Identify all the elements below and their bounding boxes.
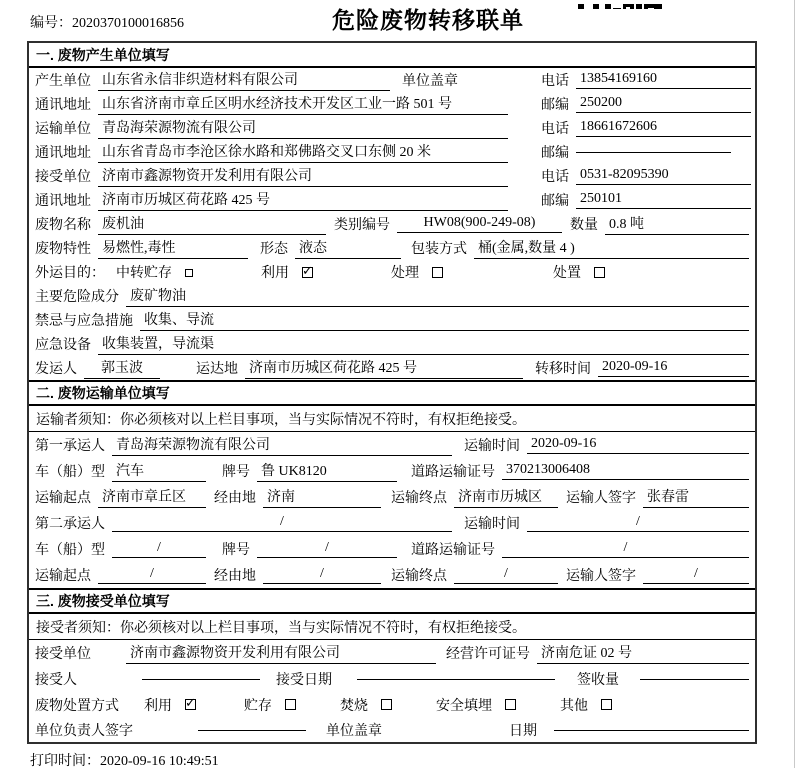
accept-date-value (357, 678, 555, 680)
waste-qty-value: 0.8 吨 (605, 213, 749, 235)
transporter-zip-group (541, 140, 731, 164)
disposal-utilize-checkbox (185, 699, 196, 710)
transfer-purpose-label: 外运目的： (35, 266, 105, 281)
waste-form-value: 液态 (295, 237, 401, 259)
transporter-phone-label: 电话 (541, 122, 569, 137)
section3-header: 三. 废物接受单位填写 (29, 588, 755, 614)
receiver-phone-group (541, 164, 751, 188)
operating-license-value: 济南危证 02 号 (537, 642, 749, 664)
transporter-phone-group (541, 116, 751, 140)
accept-unit-value: 济南市鑫源物资开发利用有限公司 (126, 642, 436, 664)
receiver-address-value: 济南市历城区荷花路 425 号 (98, 189, 508, 211)
print-time-value: 2020-09-16 10:49:51 (100, 754, 219, 768)
receiver-phone-label: 电话 (541, 170, 569, 185)
serial-label: 编号： (30, 16, 72, 31)
transfer-form-table (27, 41, 757, 744)
emergency-equipment-value: 收集装置，导流渠 (98, 333, 749, 355)
transporter-row (29, 116, 755, 140)
route1-sign-value: 张春雷 (643, 486, 749, 508)
receiver-address-label: 通讯地址 (35, 194, 91, 209)
section1-header: 一. 废物产生单位填写 (29, 43, 755, 68)
manager-sign-label: 单位负责人签字 (35, 723, 133, 739)
disposal-store-checkbox (285, 699, 296, 710)
waste-name-value: 废机油 (98, 213, 326, 235)
receiver-unit-value: 济南市鑫源物资开发利用有限公司 (98, 165, 508, 187)
carrier1-label: 第一承运人 (35, 439, 105, 454)
carrier2-row (29, 510, 755, 536)
route2-via-label: 经由地 (214, 569, 256, 584)
waste-name-label: 废物名称 (35, 218, 91, 233)
waste-qty-label: 数量 (570, 218, 598, 233)
vehicle1-type-value: 汽车 (112, 460, 206, 482)
accept-unit-row (29, 640, 755, 666)
operating-license-label: 经营许可证号 (446, 647, 530, 662)
route2-start-value: / (98, 566, 206, 584)
disposal-utilize-label: 利用 (144, 698, 172, 714)
shipper-label: 发运人 (35, 362, 77, 377)
vehicle2-type-label: 车（船）型 (35, 543, 105, 558)
destination-value: 济南市历城区荷花路 425 号 (245, 357, 523, 379)
disposal-other-checkbox (601, 699, 612, 710)
disposal-other-label: 其他 (560, 698, 588, 714)
waste-name-row (29, 212, 755, 236)
carrier1-value: 青岛海荣源物流有限公司 (112, 434, 452, 456)
receiver-zip-label: 邮编 (541, 194, 569, 209)
route2-sign-label: 运输人签字 (566, 569, 636, 584)
route1-end-value: 济南市历城区 (454, 486, 558, 508)
transporter-address-row (29, 140, 755, 164)
purpose-transit-checkbox (185, 269, 193, 277)
transporter-zip-label: 邮编 (541, 146, 569, 161)
route1-row (29, 484, 755, 510)
signed-qty-value (640, 678, 749, 680)
vehicle1-plate-value: 鲁 UK8120 (257, 460, 397, 482)
taboo-measures-value: 收集、导流 (140, 309, 749, 331)
receiver-phone-value: 0531-82095390 (576, 167, 751, 185)
print-time-label: 打印时间： (30, 754, 100, 768)
vehicle2-type-value: / (112, 540, 206, 558)
route1-end-label: 运输终点 (391, 491, 447, 506)
acceptor-value (142, 678, 260, 680)
transporter-value: 青岛海荣源物流有限公司 (98, 117, 508, 139)
transfer-time-label: 转移时间 (535, 362, 591, 377)
route1-via-value: 济南 (263, 486, 381, 508)
signed-qty-label: 签收量 (577, 673, 619, 688)
receiver-zip-group (541, 188, 751, 212)
route2-row (29, 562, 755, 588)
shipper-row (29, 356, 755, 380)
purpose-transit-label: 中转贮存 (116, 266, 172, 281)
disposal-method-label: 废物处置方式 (35, 698, 119, 714)
carrier2-time-value: / (527, 514, 749, 532)
packing-label: 包装方式 (411, 242, 467, 257)
route2-sign-value: / (643, 566, 749, 584)
vehicle2-plate-label: 牌号 (222, 543, 250, 558)
page-right-edge (794, 0, 795, 768)
producer-value: 山东省永信非织造材料有限公司 (98, 69, 390, 91)
seal-date-value (554, 729, 749, 731)
purpose-utilize-label: 利用 (261, 266, 289, 281)
carrier2-value: / (112, 514, 452, 532)
waste-form-label: 形态 (260, 242, 288, 257)
section2-header: 二. 废物运输单位填写 (29, 380, 755, 406)
route2-start-label: 运输起点 (35, 569, 91, 584)
route1-sign-label: 运输人签字 (566, 491, 636, 506)
producer-phone-label: 电话 (541, 74, 569, 89)
taboo-measures-label: 禁忌与应急措施 (35, 314, 133, 329)
emergency-equipment-label: 应急设备 (35, 338, 91, 353)
purpose-treat-checkbox (432, 267, 443, 278)
producer-zip-value: 250200 (576, 95, 751, 113)
seal-date-label: 日期 (509, 723, 537, 739)
acceptor-row (29, 666, 755, 692)
producer-seal-label: 单位盖章 (402, 74, 458, 89)
print-time-line (30, 750, 219, 768)
transfer-purpose-row (29, 260, 755, 284)
route1-via-label: 经由地 (214, 491, 256, 506)
route1-start-value: 济南市章丘区 (98, 486, 206, 508)
waste-category-label: 类别编号 (334, 218, 390, 233)
receiver-zip-value: 250101 (576, 191, 751, 209)
waste-character-value: 易燃性,毒性 (98, 237, 248, 259)
producer-phone-group (541, 68, 751, 92)
taboo-measures-row (29, 308, 755, 332)
route2-end-label: 运输终点 (391, 569, 447, 584)
receiver-unit-label: 接受单位 (35, 170, 91, 185)
receiver-unit-row (29, 164, 755, 188)
waste-category-value: HW08(900-249-08) (397, 215, 562, 233)
route2-via-value: / (263, 566, 381, 584)
purpose-treat-label: 处理 (391, 266, 419, 281)
disposal-landfill-checkbox (505, 699, 516, 710)
receiver-address-row (29, 188, 755, 212)
hazard-component-value: 废矿物油 (126, 285, 749, 307)
carrier1-row (29, 432, 755, 458)
hazard-component-row (29, 284, 755, 308)
destination-label: 运达地 (196, 362, 238, 377)
route1-start-label: 运输起点 (35, 491, 91, 506)
manager-sign-row (29, 717, 755, 742)
vehicle1-plate-label: 牌号 (222, 465, 250, 480)
manager-sign-value (198, 729, 306, 731)
transporter-zip-value (576, 151, 731, 153)
unit-seal-label: 单位盖章 (326, 723, 382, 739)
vehicle1-type-label: 车（船）型 (35, 465, 105, 480)
carrier1-time-value: 2020-09-16 (527, 436, 749, 454)
purpose-utilize-checkbox (302, 267, 313, 278)
transporter-address-value: 山东省青岛市李沧区徐水路和郑佛路交叉口东侧 20 米 (98, 141, 508, 163)
vehicle1-cert-value: 370213006408 (502, 462, 749, 480)
disposal-incinerate-checkbox (381, 699, 392, 710)
page-title: 危险废物转移联单 (332, 7, 524, 33)
disposal-store-label: 贮存 (244, 698, 272, 714)
hazard-component-label: 主要危险成分 (35, 290, 119, 305)
serial-number-line (30, 12, 184, 32)
vehicle1-row (29, 458, 755, 484)
acceptor-label: 接受人 (35, 673, 77, 688)
packing-value: 桶(金属,数量 4 ) (474, 237, 749, 259)
transporter-notice: 运输者须知：你必须核对以上栏目事项，当与实际情况不符时，有权拒绝接受。 (29, 406, 755, 432)
producer-address-row (29, 92, 755, 116)
carrier1-time-label: 运输时间 (464, 439, 520, 454)
transporter-phone-value: 18661672606 (576, 119, 751, 137)
accept-date-label: 接受日期 (276, 673, 332, 688)
vehicle2-cert-label: 道路运输证号 (411, 543, 495, 558)
vehicle1-cert-label: 道路运输证号 (411, 465, 495, 480)
qr-code-fragment-icon (578, 0, 664, 9)
vehicle2-plate-value: / (257, 540, 397, 558)
disposal-method-row (29, 692, 755, 717)
carrier2-time-label: 运输时间 (464, 517, 520, 532)
waste-character-row (29, 236, 755, 260)
emergency-equipment-row (29, 332, 755, 356)
producer-row (29, 68, 755, 92)
transporter-address-label: 通讯地址 (35, 146, 91, 161)
serial-value: 2020370100016856 (72, 16, 184, 31)
producer-zip-label: 邮编 (541, 98, 569, 113)
purpose-dispose-label: 处置 (553, 266, 581, 281)
producer-address-label: 通讯地址 (35, 98, 91, 113)
shipper-value: 郭玉波 (84, 357, 160, 379)
waste-character-label: 废物特性 (35, 242, 91, 257)
producer-address-value: 山东省济南市章丘区明水经济技术开发区工业一路 501 号 (98, 93, 508, 115)
vehicle2-cert-value: / (502, 540, 749, 558)
vehicle2-row (29, 536, 755, 562)
producer-phone-value: 13854169160 (576, 71, 751, 89)
accept-unit-label: 接受单位 (35, 647, 91, 662)
disposal-incinerate-label: 焚烧 (340, 698, 368, 714)
producer-label: 产生单位 (35, 74, 91, 89)
carrier2-label: 第二承运人 (35, 517, 105, 532)
transporter-label: 运输单位 (35, 122, 91, 137)
route2-end-value: / (454, 566, 558, 584)
disposal-landfill-label: 安全填埋 (436, 698, 492, 714)
purpose-dispose-checkbox (594, 267, 605, 278)
producer-zip-group (541, 92, 751, 116)
receiver-notice: 接受者须知：你必须核对以上栏目事项，当与实际情况不符时，有权拒绝接受。 (29, 614, 755, 640)
transfer-time-value: 2020-09-16 (598, 359, 749, 377)
